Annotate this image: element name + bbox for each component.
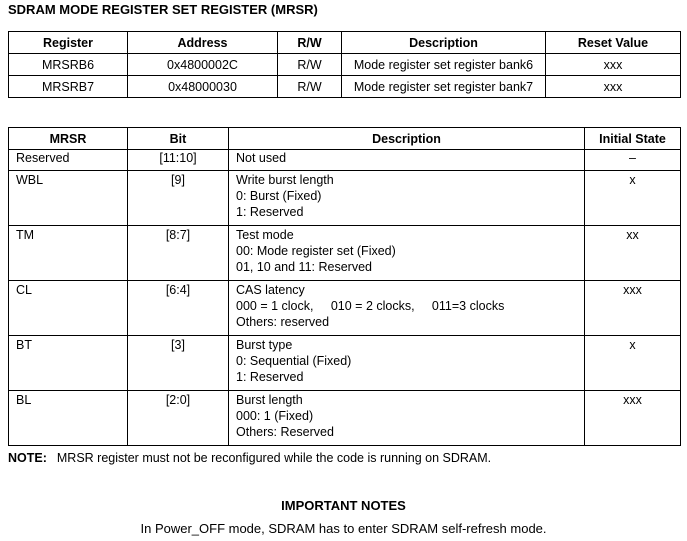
register-description: Mode register set register bank6 (342, 54, 546, 76)
description-line: 0: Sequential (Fixed) (236, 354, 352, 368)
description-line: 0: Burst (Fixed) (236, 189, 322, 203)
field-initial-state: x (585, 336, 681, 391)
table-row (9, 391, 681, 446)
register-rw: R/W (278, 54, 342, 76)
description-line: Not used (236, 151, 287, 165)
field-description (229, 336, 585, 391)
description-line: 000: 1 (Fixed) (236, 409, 314, 423)
field-bits: [9] (128, 171, 229, 226)
field-name: WBL (9, 171, 128, 226)
field-name: BT (9, 336, 128, 391)
header-reset-value: Reset Value (546, 32, 681, 54)
field-initial-state: xxx (585, 391, 681, 446)
field-bits: [6:4] (128, 281, 229, 336)
field-name: CL (9, 281, 128, 336)
header-initial-state: Initial State (585, 128, 681, 150)
field-bits: [11:10] (128, 150, 229, 171)
field-bits: [8:7] (128, 226, 229, 281)
description-line: Burst type (236, 338, 293, 352)
note-label: NOTE: (8, 451, 47, 465)
register-name: MRSRB6 (9, 54, 128, 76)
description-line: Burst length (236, 393, 303, 407)
register-table (8, 31, 681, 98)
field-name: BL (9, 391, 128, 446)
header-description: Description (229, 128, 585, 150)
register-table-header (9, 32, 681, 54)
register-reset-value: xxx (546, 54, 681, 76)
field-description (229, 281, 585, 336)
field-bits: [2:0] (128, 391, 229, 446)
field-description (229, 226, 585, 281)
register-address: 0x4800002C (128, 54, 278, 76)
field-initial-state: x (585, 171, 681, 226)
description-line: Test mode (236, 228, 294, 242)
description-line: 00: Mode register set (Fixed) (236, 244, 396, 258)
description-line: 1: Reserved (236, 370, 304, 384)
header-description: Description (342, 32, 546, 54)
note-text: MRSR register must not be reconfigured while the code is running on SDRAM. (56, 451, 492, 465)
description-line: Others: reserved (236, 315, 330, 329)
table-row (9, 226, 681, 281)
field-bits: [3] (128, 336, 229, 391)
important-notes-text: In Power_OFF mode, SDRAM has to enter SDRAM self-refresh mode. (140, 521, 547, 536)
register-description: Mode register set register bank7 (342, 76, 546, 98)
register-address: 0x48000030 (128, 76, 278, 98)
description-line: 000 = 1 clock, 010 = 2 clocks, 011=3 clocks (236, 299, 505, 313)
field-initial-state: xx (585, 226, 681, 281)
description-line: CAS latency (236, 283, 305, 297)
description-line: 01, 10 and 11: Reserved (236, 260, 372, 274)
register-name: MRSRB7 (9, 76, 128, 98)
bit-table-header (9, 128, 681, 150)
description-line: Write burst length (236, 173, 334, 187)
field-description (229, 171, 585, 226)
field-description (229, 391, 585, 446)
note (8, 451, 491, 465)
field-name: Reserved (9, 150, 128, 171)
description-line: 1: Reserved (236, 205, 304, 219)
bit-field-table (8, 127, 681, 446)
register-rw: R/W (278, 76, 342, 98)
field-name: TM (9, 226, 128, 281)
field-initial-state: xxx (585, 281, 681, 336)
field-description (229, 150, 585, 171)
table-row (9, 54, 681, 76)
table-row (9, 171, 681, 226)
description-line: Others: Reserved (236, 425, 334, 439)
header-rw: R/W (278, 32, 342, 54)
register-reset-value: xxx (546, 76, 681, 98)
table-row (9, 150, 681, 171)
field-initial-state: – (585, 150, 681, 171)
header-register: Register (9, 32, 128, 54)
header-bit: Bit (128, 128, 229, 150)
page-title: SDRAM MODE REGISTER SET REGISTER (MRSR) (8, 2, 318, 17)
important-notes-title: IMPORTANT NOTES (281, 498, 406, 513)
table-row (9, 336, 681, 391)
header-mrsr: MRSR (9, 128, 128, 150)
table-row (9, 281, 681, 336)
table-row (9, 76, 681, 98)
header-address: Address (128, 32, 278, 54)
